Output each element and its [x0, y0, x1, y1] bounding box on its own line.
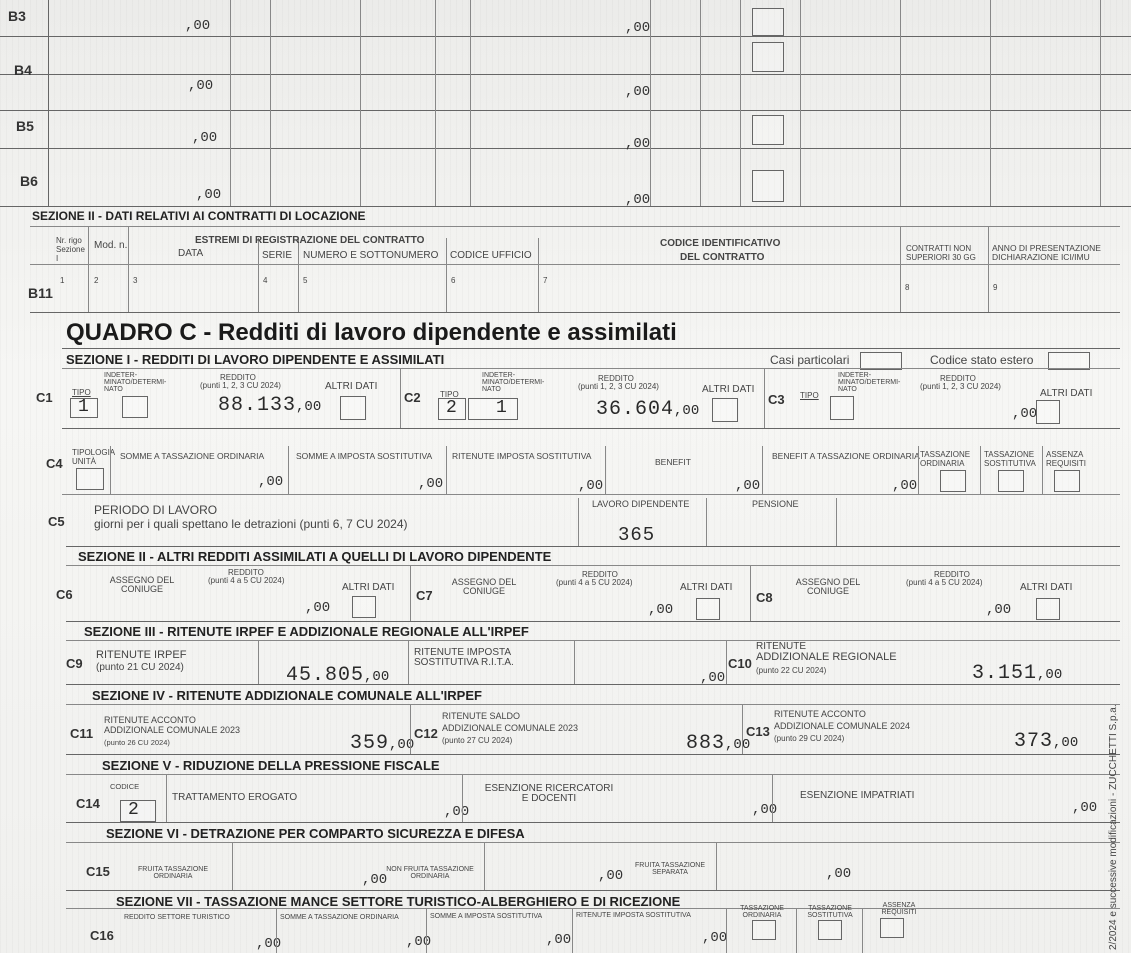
codice-stato-label: Codice stato estero [930, 353, 1034, 367]
section-title: SEZIONE VI - DETRAZIONE PER COMPARTO SICUREZZA E DIFESA [106, 826, 525, 841]
divider [66, 546, 1120, 547]
checkbox-b4[interactable] [752, 42, 784, 72]
column-line [426, 908, 427, 953]
column-line [990, 0, 991, 206]
section-title: SEZIONE VII - TASSAZIONE MANCE SETTORE TURISTICO-ALBERGHIERO E DI RICEZIONE [116, 894, 681, 909]
c7-altri-label: ALTRI DATI [680, 582, 733, 593]
column-line [764, 368, 765, 428]
c12-line-1: RITENUTE SALDO [442, 711, 521, 721]
column-line [48, 0, 49, 206]
side-publisher-text: 2/2024 e successive modificazioni - ZUCCHETTI S.p.a. [1108, 704, 1119, 950]
c16-h1: REDDITO SETTORE TURISTICO [124, 914, 230, 921]
c7-value[interactable]: ,00 [648, 602, 674, 618]
c12-line-2: ADDIZIONALE COMUNALE 2023 [442, 723, 579, 733]
c6-assegno-label: ASSEGNO DEL CONIUGE [109, 575, 175, 594]
column-line [918, 446, 919, 494]
c7-assegno-label: ASSEGNO DEL CONIUGE [451, 577, 517, 596]
c16-tass-sost-field[interactable] [818, 920, 842, 940]
row-label-c8: C8 [756, 590, 773, 605]
row-label-b6: B6 [20, 173, 38, 189]
indet-label: INDETER-MINATO/DETERMI-NATO [838, 372, 901, 393]
divider [0, 148, 1131, 149]
c16-h4: RITENUTE IMPOSTA SOSTITUTIVA [576, 912, 691, 919]
c7-punti-label: (punti 4 a 5 CU 2024) [556, 578, 633, 587]
c2-reddito-value[interactable]: 36.604,00 [596, 398, 700, 421]
c14-impatriati-value[interactable]: ,00 [1072, 800, 1098, 816]
column-line [230, 0, 231, 206]
c16-v3[interactable]: ,00 [546, 932, 572, 948]
punti-label: (punti 1, 2, 3 CU 2024) [578, 382, 659, 391]
column-line [446, 238, 447, 312]
column-line [772, 774, 773, 822]
column-line [258, 238, 259, 312]
c14-tratt-value[interactable]: ,00 [444, 804, 470, 820]
tipo-label: TIPO [72, 388, 91, 397]
c8-assegno-label: ASSEGNO DEL CONIUGE [795, 577, 861, 596]
header-ufficio: CODICE UFFICIO [450, 250, 532, 261]
c9-line-2: (punto 21 CU 2024) [96, 662, 184, 673]
c7-reddito-label: REDDITO [582, 570, 618, 579]
header-anno: ANNO DI PRESENTAZIONE DICHIARAZIONE ICI/IMU [992, 243, 1101, 262]
c10-line-2: ADDIZIONALE REGIONALE [756, 651, 897, 663]
c13-line-1: RITENUTE ACCONTO [774, 709, 866, 719]
c4-value-2[interactable]: ,00 [258, 474, 284, 490]
row-label-c1: C1 [36, 390, 53, 405]
casi-particolari-label: Casi particolari [770, 353, 850, 367]
checkbox-b6[interactable] [752, 170, 784, 202]
c1-indet-field[interactable] [122, 396, 148, 418]
divider [66, 565, 1120, 566]
c5-giorni-value[interactable]: 365 [618, 524, 656, 546]
section-title: SEZIONE II - ALTRI REDDITI ASSIMILATI A QUELLI DI LAVORO DIPENDENTE [78, 549, 552, 564]
column-line [258, 640, 259, 684]
c2-indet-value: 1 [496, 398, 507, 418]
c15-f1-label: FRUITA TASSAZIONE ORDINARIA [137, 866, 208, 880]
reddito-label: REDDITO [940, 374, 976, 383]
amount-b5-1[interactable]: ,00 [192, 130, 218, 146]
row-label-c12: C12 [414, 726, 438, 741]
column-line [166, 774, 167, 822]
c10-line-1: RITENUTE [756, 641, 806, 652]
header-contratti: CONTRATTI NON SUPERIORI 30 GG [906, 244, 976, 262]
c14-tratt-label: TRATTAMENTO EROGATO [172, 792, 298, 803]
tipo-label: TIPO [800, 391, 819, 400]
column-line [796, 908, 797, 953]
field-number: 4 [263, 276, 268, 285]
c4-header-2: SOMME A TASSAZIONE ORDINARIA [120, 451, 265, 461]
divider [66, 842, 1120, 843]
c4-header-7: TASSAZIONE ORDINARIA [920, 450, 971, 468]
header-codice-2: DEL CONTRATTO [680, 252, 765, 263]
c13-value[interactable]: 373,00 [1014, 730, 1079, 753]
divider [30, 226, 1120, 227]
reddito-label: REDDITO [598, 374, 634, 383]
checkbox-b3[interactable] [752, 8, 784, 36]
c4-value-5[interactable]: ,00 [735, 478, 761, 494]
c11-value[interactable]: 359,00 [350, 732, 415, 755]
column-line [110, 446, 111, 494]
indet-label: INDETER-MINATO/DETERMI-NATO [104, 372, 167, 393]
altri-dati-label: ALTRI DATI [702, 384, 755, 395]
column-line [716, 842, 717, 890]
c5-line-1: PERIODO DI LAVORO [94, 503, 218, 517]
c4-tass-sost-field[interactable] [998, 470, 1024, 492]
quadro-title: QUADRO C - Redditi di lavoro dipendente e assimilati [66, 319, 677, 346]
column-line [740, 0, 741, 206]
checkbox-b5[interactable] [752, 115, 784, 145]
indet-label: INDETER-MINATO/DETERMI-NATO [482, 372, 545, 393]
rita-value[interactable]: ,00 [700, 670, 726, 686]
c5-line-2: giorni per i quali spettano le detrazioni (punti 6, 7 CU 2024) [94, 517, 408, 531]
c13-line-3: (punto 29 CU 2024) [774, 734, 845, 743]
c14-ricercatori-value[interactable]: ,00 [752, 802, 778, 818]
c12-value[interactable]: 883,00 [686, 732, 751, 755]
row-label-c4: C4 [46, 456, 63, 471]
c14-ricercatori-label: ESENZIONE RICERCATORI E DOCENTI [484, 783, 614, 804]
row-label-c3: C3 [768, 392, 785, 407]
divider [30, 312, 1120, 313]
column-line [410, 565, 411, 621]
column-line [128, 226, 129, 312]
c4-header-1: TIPOLOGIA UNITÀ [72, 448, 115, 466]
c4-value-3[interactable]: ,00 [418, 476, 444, 492]
column-line [435, 0, 436, 206]
row-label-b4: B4 [14, 62, 32, 78]
column-line [410, 704, 411, 754]
divider [62, 494, 1120, 495]
c4-header-5: BENEFIT [655, 457, 691, 467]
c11-line-3: (punto 26 CU 2024) [104, 738, 170, 747]
column-line [988, 226, 989, 312]
c16-tass-ord-field[interactable] [752, 920, 776, 940]
column-line [470, 0, 471, 206]
c6-value[interactable]: ,00 [305, 600, 331, 616]
c5-pens-label: PENSIONE [752, 499, 799, 509]
divider [66, 822, 1120, 823]
column-line [700, 0, 701, 206]
header-mod: Mod. n. [94, 240, 128, 251]
row-label-c7: C7 [416, 588, 433, 603]
punti-label: (punti 1, 2, 3 CU 2024) [200, 381, 281, 390]
row-label-c10: C10 [728, 656, 752, 671]
divider [62, 348, 1120, 349]
c4-header-3: SOMME A IMPOSTA SOSTITUTIVA [296, 451, 433, 461]
altri-dati-label: ALTRI DATI [1040, 388, 1093, 399]
c16-v4[interactable]: ,00 [702, 930, 728, 946]
divider [0, 74, 1131, 75]
column-line [88, 226, 89, 312]
c14-codice-label: CODICE [110, 782, 140, 791]
c4-header-4: RITENUTE IMPOSTA SOSTITUTIVA [452, 451, 592, 461]
c2-tipo-value: 2 [446, 398, 457, 418]
tipo-label: TIPO [440, 390, 459, 399]
rita-label: RITENUTE IMPOSTA SOSTITUTIVA R.I.T.A. [414, 647, 514, 668]
column-line [605, 446, 606, 494]
c11-line-1: RITENUTE ACCONTO [104, 715, 196, 725]
column-line [706, 498, 707, 546]
c8-altri-label: ALTRI DATI [1020, 582, 1073, 593]
amount-b4-1[interactable]: ,00 [188, 78, 214, 94]
c3-reddito-value[interactable]: ,00 [1012, 406, 1038, 422]
c9-value[interactable]: 45.805,00 [286, 664, 390, 687]
c15-f1-value[interactable]: ,00 [362, 872, 388, 888]
c4-header-8: TASSAZIONE SOSTITUTIVA [984, 450, 1036, 468]
field-number: 7 [543, 276, 548, 285]
column-line [574, 640, 575, 684]
row-label-b5: B5 [16, 118, 34, 134]
divider [66, 754, 1120, 755]
header-numero: NUMERO E SOTTONUMERO [303, 250, 439, 261]
column-line [980, 446, 981, 494]
c9-line-1: RITENUTE IRPEF [96, 649, 187, 661]
field-number: 8 [905, 283, 910, 292]
column-line [572, 908, 573, 953]
c8-value[interactable]: ,00 [986, 602, 1012, 618]
divider [66, 640, 1120, 641]
c3-tipo-field[interactable] [830, 396, 854, 420]
header-data: DATA [178, 248, 204, 259]
row-label-c9: C9 [66, 656, 83, 671]
column-line [742, 704, 743, 754]
divider [66, 890, 1120, 891]
c1-altri-field[interactable] [340, 396, 366, 420]
section-title: SEZIONE III - RITENUTE IRPEF E ADDIZIONALE REGIONALE ALL'IRPEF [84, 624, 529, 639]
column-line [276, 908, 277, 953]
row-label-c14: C14 [76, 796, 100, 811]
header-codice: CODICE IDENTIFICATIVO [660, 238, 781, 249]
divider [66, 774, 1120, 775]
c12-line-3: (punto 27 CU 2024) [442, 736, 513, 745]
column-line [578, 498, 579, 546]
column-line [360, 0, 361, 206]
row-label-c11: C11 [70, 726, 94, 741]
c8-reddito-label: REDDITO [934, 570, 970, 579]
c13-line-2: ADDIZIONALE COMUNALE 2024 [774, 721, 911, 731]
column-line [298, 238, 299, 312]
amount-b5-2[interactable]: ,00 [625, 136, 651, 152]
amount-b3-2[interactable]: ,00 [625, 20, 651, 36]
column-line [288, 446, 289, 494]
c4-assenza-field[interactable] [1054, 470, 1080, 492]
c3-altri-field[interactable] [1036, 400, 1060, 424]
header-nr-rigo: Nr. rigo Sezione I [56, 236, 85, 263]
section-title: SEZIONE V - RIDUZIONE DELLA PRESSIONE FISCALE [102, 758, 440, 773]
c4-header-9: ASSENZA REQUISITI [1046, 450, 1087, 468]
column-line [232, 842, 233, 890]
column-line [408, 640, 409, 684]
column-line [726, 640, 727, 684]
column-line [726, 908, 727, 953]
row-label-b11: B11 [28, 285, 53, 301]
c16-assenza-field[interactable] [880, 918, 904, 938]
column-line [750, 565, 751, 621]
divider [0, 36, 1131, 37]
c7-altri-field[interactable] [696, 598, 720, 620]
column-line [400, 368, 401, 428]
c4-tipologia-field[interactable] [76, 468, 104, 490]
field-number: 1 [60, 276, 65, 285]
field-number: 2 [94, 276, 99, 285]
divider [0, 110, 1131, 111]
c6-reddito-label: REDDITO [228, 568, 264, 577]
column-line [270, 0, 271, 206]
column-line [462, 774, 463, 822]
column-line [538, 238, 539, 312]
c8-altri-field[interactable] [1036, 598, 1060, 620]
c6-punti-label: (punti 4 a 5 CU 2024) [208, 576, 285, 585]
column-line [900, 226, 901, 312]
c2-indet-field[interactable] [468, 398, 518, 420]
c16-h2: SOMME A TASSAZIONE ORDINARIA [280, 914, 399, 921]
divider [30, 264, 1120, 265]
amount-b4-2[interactable]: ,00 [625, 84, 651, 100]
row-label-c5: C5 [48, 514, 65, 529]
c16-h6: TASSAZIONE SOSTITUTIVA [807, 905, 853, 919]
field-number: 6 [451, 276, 456, 285]
column-line [446, 446, 447, 494]
c4-value-6[interactable]: ,00 [892, 478, 918, 494]
altri-dati-label: ALTRI DATI [325, 381, 378, 392]
c6-altri-label: ALTRI DATI [342, 582, 395, 593]
c16-h7: ASSENZA REQUISITI [881, 902, 917, 916]
row-label-c2: C2 [404, 390, 421, 405]
c15-f2-label: NON FRUITA TASSAZIONE ORDINARIA [386, 866, 474, 880]
header-estremi: ESTREMI DI REGISTRAZIONE DEL CONTRATTO [195, 235, 425, 246]
column-line [836, 498, 837, 546]
row-label-b3: B3 [8, 8, 26, 24]
column-line [862, 908, 863, 953]
divider [66, 621, 1120, 622]
c16-v2[interactable]: ,00 [406, 934, 432, 950]
amount-b3-1[interactable]: ,00 [185, 18, 211, 34]
section-title: SEZIONE I - REDDITI DI LAVORO DIPENDENTE E ASSIMILATI [66, 352, 445, 367]
side-publisher-text-wrap [1108, 690, 1122, 950]
row-label-c16: C16 [90, 928, 114, 943]
c4-header-6: BENEFIT A TASSAZIONE ORDINARIA [772, 451, 920, 461]
column-line [762, 446, 763, 494]
c14-codice-value: 2 [128, 800, 139, 820]
column-line [800, 0, 801, 206]
divider [62, 428, 1120, 429]
c14-impatriati-label: ESENZIONE IMPATRIATI [800, 790, 915, 801]
c1-reddito-value[interactable]: 88.133,00 [218, 394, 322, 417]
row-label-c6: C6 [56, 587, 73, 602]
column-line [484, 842, 485, 890]
row-label-c15: C15 [86, 864, 110, 879]
divider [62, 368, 1120, 369]
divider [0, 206, 1131, 207]
column-line [900, 0, 901, 206]
header-serie: SERIE [262, 250, 293, 261]
c2-altri-field[interactable] [712, 398, 738, 422]
punti-label: (punti 1, 2, 3 CU 2024) [920, 382, 1001, 391]
field-number: 9 [993, 283, 998, 292]
field-number: 3 [133, 276, 138, 285]
c1-tipo-value: 1 [78, 397, 89, 417]
amount-b6-1[interactable]: ,00 [196, 187, 222, 203]
c16-h3: SOMME A IMPOSTA SOSTITUTIVA [430, 913, 543, 920]
c16-v1[interactable]: ,00 [256, 936, 282, 952]
c15-f3-label: FRUITA TASSAZIONE SEPARATA [634, 862, 705, 876]
c16-h5: TASSAZIONE ORDINARIA [740, 905, 784, 919]
c15-f2-value[interactable]: ,00 [598, 868, 624, 884]
c5-lav-label: LAVORO DIPENDENTE [592, 499, 690, 509]
c10-line-3: (punto 22 CU 2024) [756, 666, 827, 675]
column-line [1100, 0, 1101, 206]
field-number: 5 [303, 276, 308, 285]
section-title: SEZIONE IV - RITENUTE ADDIZIONALE COMUNALE ALL'IRPEF [92, 688, 482, 703]
c8-punti-label: (punti 4 a 5 CU 2024) [906, 578, 983, 587]
amount-b6-2[interactable]: ,00 [625, 192, 651, 208]
section-title: SEZIONE II - DATI RELATIVI AI CONTRATTI DI LOCAZIONE [32, 209, 366, 223]
c4-tass-ord-field[interactable] [940, 470, 966, 492]
divider [66, 908, 1120, 909]
reddito-label: REDDITO [220, 373, 256, 382]
row-label-c13: C13 [746, 724, 770, 739]
c10-value[interactable]: 3.151,00 [972, 662, 1063, 685]
c4-value-4[interactable]: ,00 [578, 478, 604, 494]
divider [66, 704, 1120, 705]
c11-line-2: ADDIZIONALE COMUNALE 2023 [104, 725, 241, 735]
c6-altri-field[interactable] [352, 596, 376, 618]
column-line [1042, 446, 1043, 494]
c15-f3-value[interactable]: ,00 [826, 866, 852, 882]
divider [66, 684, 1120, 685]
